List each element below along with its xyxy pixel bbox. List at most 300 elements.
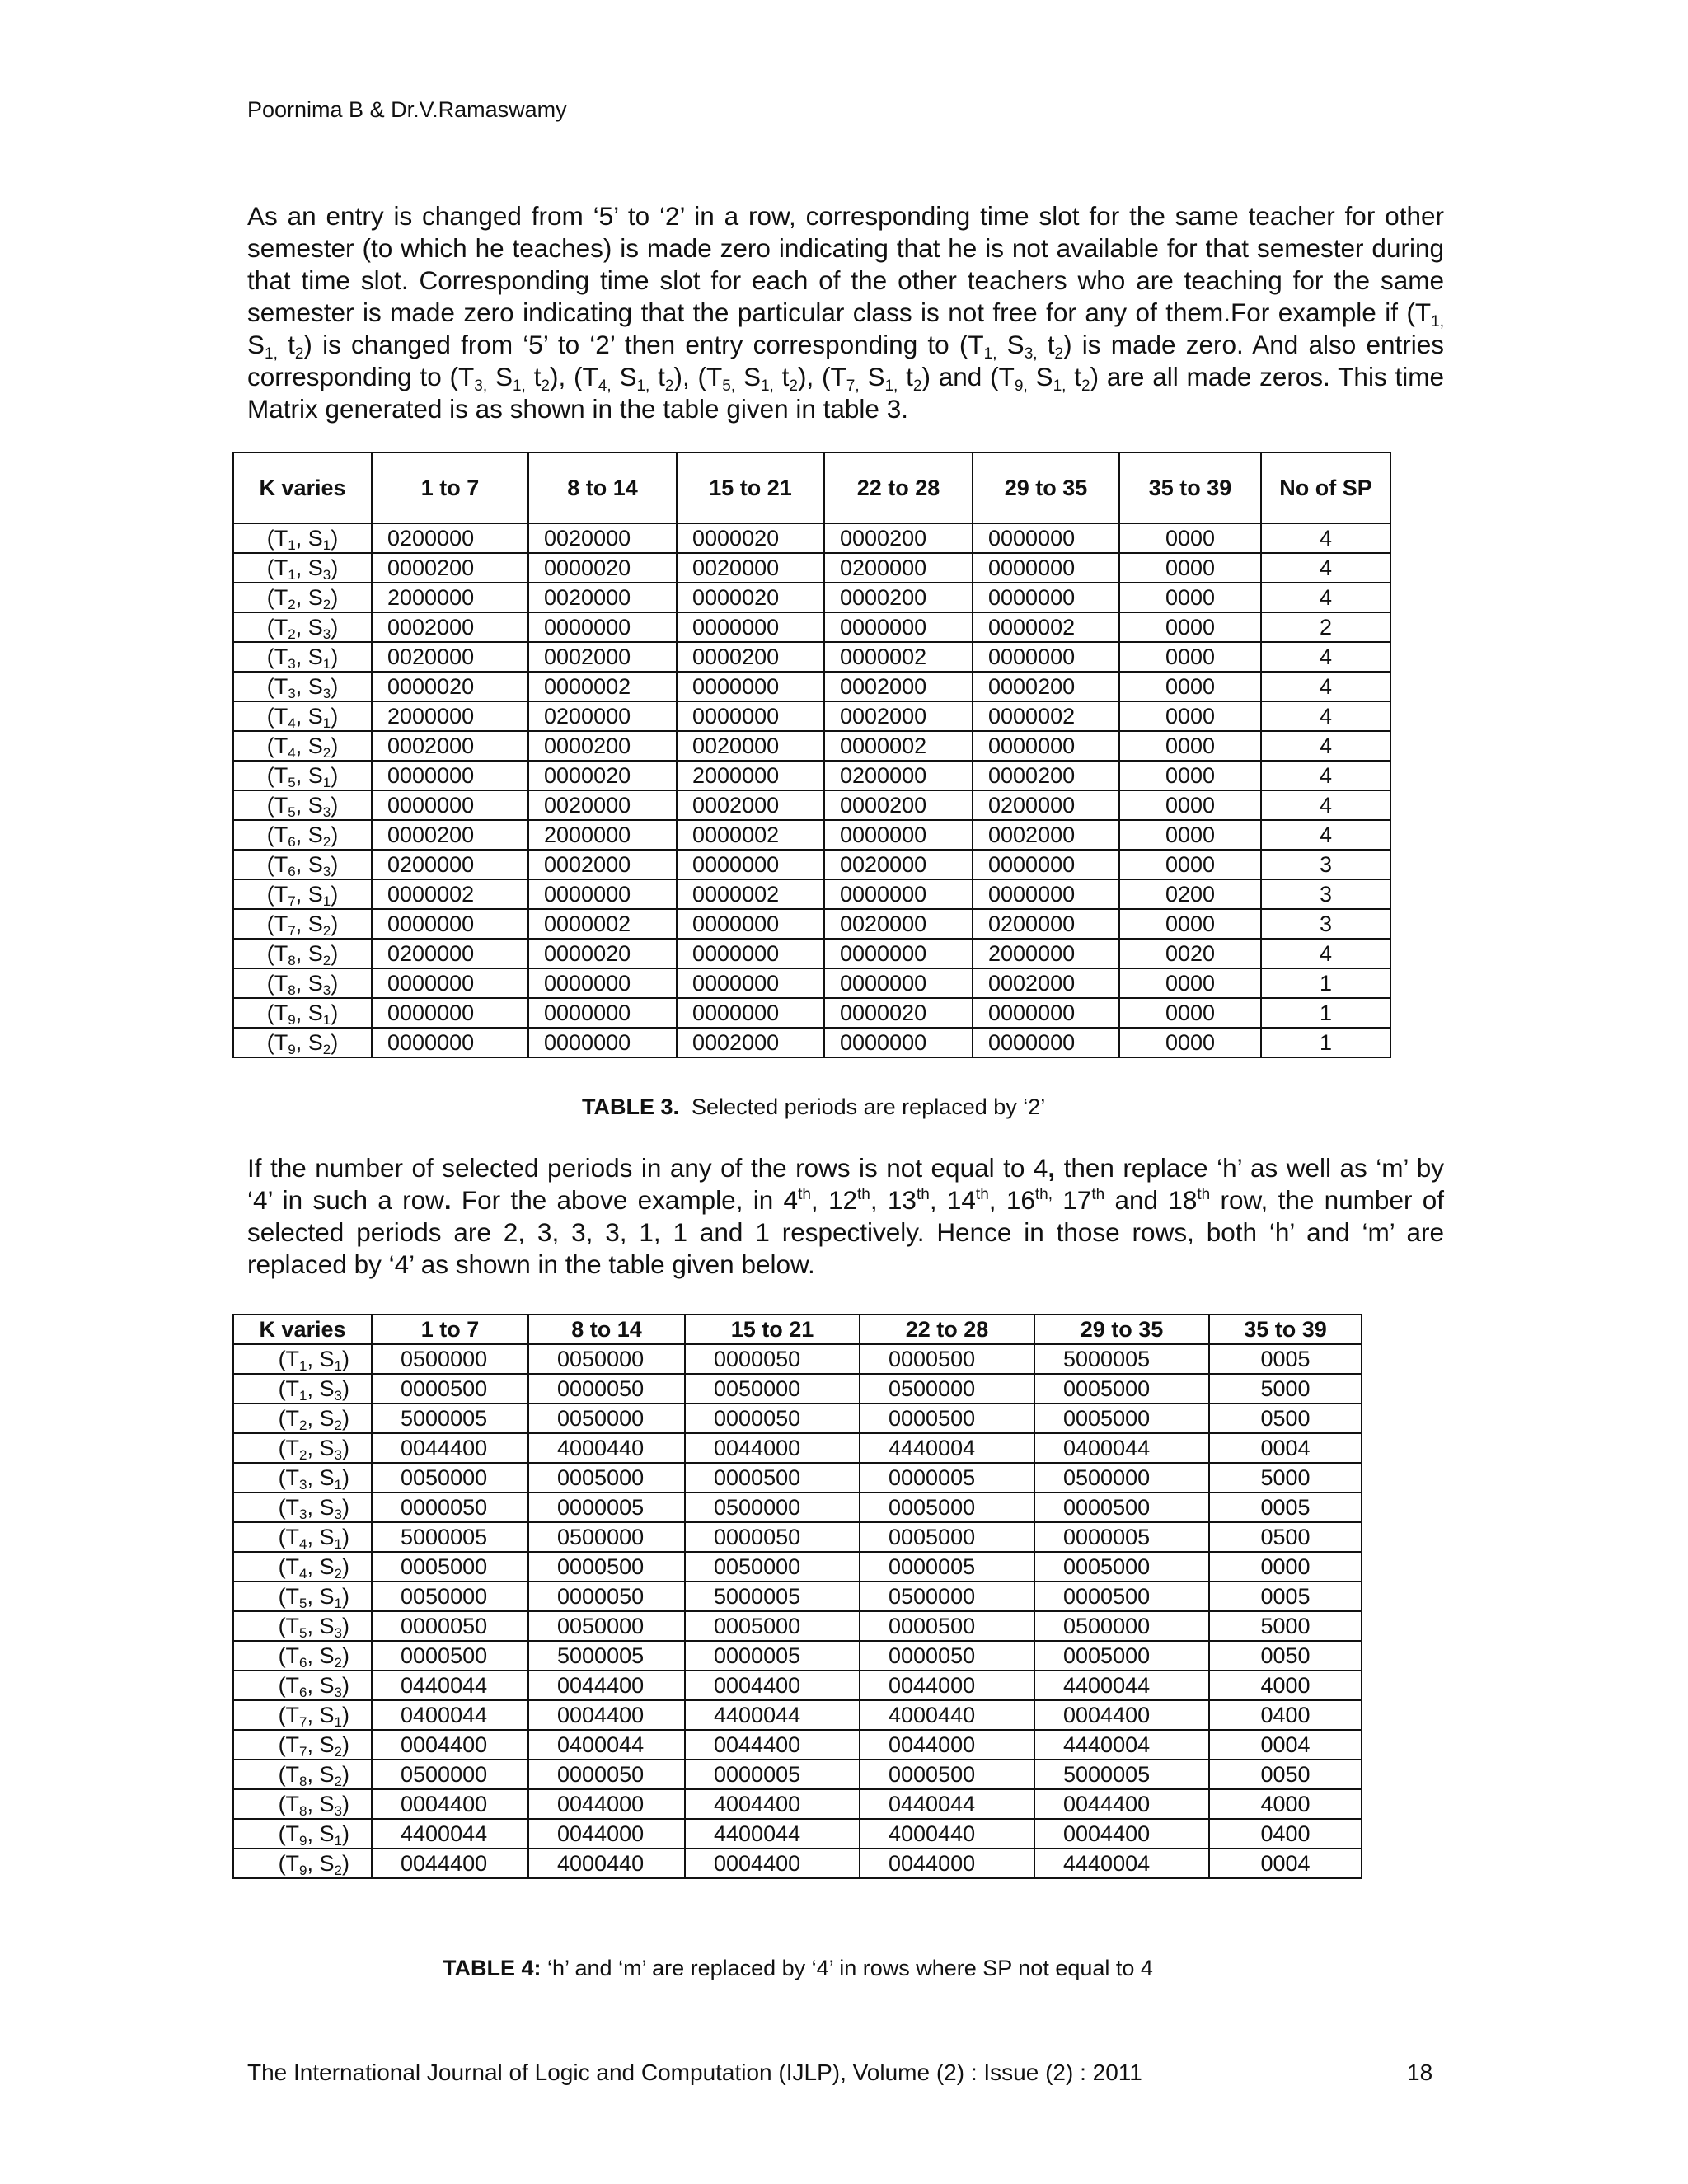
table-cell: 0044400 (372, 1433, 528, 1463)
table-cell: 0004400 (685, 1849, 860, 1878)
row-key: ($T_4$, $S_1$) (233, 1522, 372, 1552)
table-cell: 0000002 (824, 642, 973, 672)
table-row (233, 1522, 1362, 1552)
table-row (233, 1404, 1362, 1433)
table-cell: 4 (1261, 523, 1390, 553)
table-cell: 0000000 (677, 612, 824, 642)
row-key: ($T_3$, $S_1$) (233, 642, 372, 672)
table-cell: 0200000 (824, 553, 973, 583)
table-cell: 4440004 (860, 1433, 1034, 1463)
row-key: ($T_5$, $S_1$) (233, 1582, 372, 1611)
table-cell: 0000000 (528, 879, 677, 909)
table-cell: 0000002 (824, 731, 973, 761)
table-cell: 0000000 (677, 672, 824, 701)
table-cell: 0000500 (860, 1611, 1034, 1641)
table-cell: 0000000 (824, 968, 973, 998)
table-cell: 0004 (1209, 1730, 1362, 1760)
table-cell: 0000000 (372, 1028, 528, 1057)
table-cell: 0000005 (860, 1463, 1034, 1493)
table-cell: 0000 (1119, 820, 1261, 850)
column-header: 15 to 21 (677, 452, 824, 523)
table-cell: 0000002 (973, 612, 1119, 642)
row-key: ($T_2$, $S_3$) (233, 612, 372, 642)
row-key: ($T_4$, $S_2$) (233, 1552, 372, 1582)
table-cell: 0200000 (372, 939, 528, 968)
table-cell: 2000000 (372, 583, 528, 612)
row-key: ($T_7$, $S_2$) (233, 1730, 372, 1760)
table-cell: 4 (1261, 642, 1390, 672)
table-cell: 0000050 (528, 1374, 685, 1404)
table-cell: 0050000 (528, 1611, 685, 1641)
table-cell: 0000020 (824, 998, 973, 1028)
table-cell: 0002000 (372, 731, 528, 761)
column-header: 8 to 14 (528, 452, 677, 523)
table-cell: 0020000 (824, 909, 973, 939)
table-cell: 0000 (1119, 998, 1261, 1028)
table-cell: 0000000 (973, 850, 1119, 879)
table-cell: 0000200 (824, 523, 973, 553)
table-3-body (233, 523, 1390, 1057)
table-cell: 0000 (1119, 909, 1261, 939)
row-key: ($T_4$, $S_2$) (233, 731, 372, 761)
table-cell: 0050 (1209, 1641, 1362, 1671)
table-4-caption (443, 1956, 1153, 1981)
table-cell: 0400 (1209, 1700, 1362, 1730)
table-cell: 0200000 (824, 761, 973, 790)
table-cell: 0000000 (372, 968, 528, 998)
row-key: ($T_7$, $S_1$) (233, 879, 372, 909)
table-cell: 0000050 (528, 1582, 685, 1611)
row-key: ($T_1$, $S_1$) (233, 523, 372, 553)
table-cell: 0000005 (1034, 1522, 1209, 1552)
table-cell: 5000 (1209, 1374, 1362, 1404)
caption-text: Selected periods are replaced by ‘2’ (692, 1094, 1046, 1119)
table-row (233, 761, 1390, 790)
row-key: ($T_4$, $S_1$) (233, 701, 372, 731)
table-cell: 0005000 (528, 1463, 685, 1493)
column-header: 22 to 28 (860, 1315, 1034, 1344)
table-cell: 0044000 (528, 1819, 685, 1849)
row-key: ($T_3$, $S_3$) (233, 672, 372, 701)
table-row (233, 1760, 1362, 1789)
table-row (233, 1582, 1362, 1611)
row-key: ($T_2$, $S_2$) (233, 1404, 372, 1433)
row-key: ($T_7$, $S_1$) (233, 1700, 372, 1730)
table-cell: 0005000 (685, 1611, 860, 1641)
table-cell: 0050000 (528, 1404, 685, 1433)
row-key: ($T_1$, $S_3$) (233, 553, 372, 583)
table-cell: 0440044 (372, 1671, 528, 1700)
table-cell: 0500000 (685, 1493, 860, 1522)
table-cell: 0004400 (1034, 1700, 1209, 1730)
table-cell: 0000002 (528, 672, 677, 701)
table-cell: 0000 (1119, 761, 1261, 790)
table-row (233, 701, 1390, 731)
table-cell: 1 (1261, 968, 1390, 998)
table-row (233, 968, 1390, 998)
table-cell: 4000440 (528, 1849, 685, 1878)
table-cell: 0000050 (372, 1611, 528, 1641)
table-cell: 4 (1261, 583, 1390, 612)
table-cell: 0000002 (677, 879, 824, 909)
paragraph-2: If the number of selected periods in any of the rows is not equal to 4, then replace ‘h’ as well as ‘m’ by ‘4’ in such a row. For the above example, in 4th, 12th, 13th, 14th, $16^{th,}$ 17th and 18th row, the number of selected periods are 2, 3, 3, 3, 1, 1 and 1 respectively. Hence in those rows, both ‘h’ and ‘m’ are replaced by ‘4’ as shown in the table given below. (247, 1153, 1445, 1279)
table-cell: 4400044 (685, 1819, 860, 1849)
table-row (233, 1463, 1362, 1493)
page-number: 18 (1407, 2060, 1433, 2085)
row-key: ($T_8$, $S_2$) (233, 1760, 372, 1789)
table-cell: 0000 (1119, 731, 1261, 761)
table-cell: 4000440 (528, 1433, 685, 1463)
table-cell: 0000050 (685, 1344, 860, 1374)
table-cell: 0002000 (372, 612, 528, 642)
table-cell: 0000000 (677, 939, 824, 968)
table-cell: 0400 (1209, 1819, 1362, 1849)
table-cell: 0044400 (685, 1730, 860, 1760)
table-cell: 0200000 (973, 909, 1119, 939)
table-row (233, 1611, 1362, 1641)
table-cell: 0000020 (677, 583, 824, 612)
table-cell: 0005000 (1034, 1404, 1209, 1433)
table-row (233, 1789, 1362, 1819)
row-key: ($T_3$, $S_3$) (233, 1493, 372, 1522)
table-cell: 0002000 (528, 850, 677, 879)
table-cell: 0044000 (860, 1730, 1034, 1760)
table-cell: 2 (1261, 612, 1390, 642)
table-cell: 5000005 (1034, 1344, 1209, 1374)
table-cell: 0044000 (860, 1849, 1034, 1878)
table-cell: 0044000 (685, 1433, 860, 1463)
table-cell: 0000005 (685, 1760, 860, 1789)
table-cell: 0500000 (372, 1344, 528, 1374)
table-cell: 0000500 (860, 1760, 1034, 1789)
table-cell: 0000000 (372, 790, 528, 820)
table-cell: 0000500 (860, 1344, 1034, 1374)
table-cell: 0000002 (372, 879, 528, 909)
column-header: 35 to 39 (1209, 1315, 1362, 1344)
caption-label: TABLE 4: (443, 1956, 542, 1980)
table-cell: 0000 (1209, 1552, 1362, 1582)
table-row (233, 583, 1390, 612)
table-cell: 2000000 (528, 820, 677, 850)
table-cell: 4440004 (1034, 1849, 1209, 1878)
table-cell: 4000 (1209, 1789, 1362, 1819)
column-header: 1 to 7 (372, 452, 528, 523)
table-3-caption (582, 1094, 1045, 1120)
table-row (233, 1028, 1390, 1057)
table-cell: 0004400 (528, 1700, 685, 1730)
table-cell: 4004400 (685, 1789, 860, 1819)
table-cell: 1 (1261, 1028, 1390, 1057)
table-row (233, 879, 1390, 909)
table-cell: 0000 (1119, 553, 1261, 583)
table-cell: 0200000 (973, 790, 1119, 820)
table-cell: 0005 (1209, 1344, 1362, 1374)
table-cell: 0200000 (372, 523, 528, 553)
row-key: ($T_8$, $S_3$) (233, 1789, 372, 1819)
column-header: 15 to 21 (685, 1315, 860, 1344)
table-cell: 0400044 (1034, 1433, 1209, 1463)
table-cell: 0000000 (973, 1028, 1119, 1057)
table-cell: 0000000 (528, 1028, 677, 1057)
table-cell: 0000200 (528, 731, 677, 761)
column-header: No of SP (1261, 452, 1390, 523)
table-cell: 0000000 (973, 998, 1119, 1028)
table-cell: 0000200 (372, 820, 528, 850)
table-cell: 0000000 (824, 612, 973, 642)
table-cell: 0002000 (824, 672, 973, 701)
table-cell: 0500000 (860, 1374, 1034, 1404)
table-cell: 0050000 (685, 1552, 860, 1582)
table-cell: 0000020 (677, 523, 824, 553)
table-cell: 3 (1261, 909, 1390, 939)
table-cell: 4 (1261, 939, 1390, 968)
table-cell: 0000000 (372, 909, 528, 939)
table-cell: 0000002 (528, 909, 677, 939)
table-cell: 3 (1261, 879, 1390, 909)
table-row (233, 1700, 1362, 1730)
table-row (233, 553, 1390, 583)
caption-label: TABLE 3. (582, 1094, 680, 1119)
table-cell: 0000000 (973, 553, 1119, 583)
table-cell: 0400044 (528, 1730, 685, 1760)
table-cell: 2000000 (973, 939, 1119, 968)
table-cell: 0000000 (973, 523, 1119, 553)
table-cell: 0000500 (372, 1374, 528, 1404)
table-cell: 0000000 (528, 968, 677, 998)
table-cell: 0004 (1209, 1433, 1362, 1463)
table-cell: 0440044 (860, 1789, 1034, 1819)
table-cell: 0044000 (860, 1671, 1034, 1700)
table-cell: 0000500 (1034, 1493, 1209, 1522)
table-cell: 0000 (1119, 1028, 1261, 1057)
row-key: ($T_1$, $S_1$) (233, 1344, 372, 1374)
table-cell: 0000050 (685, 1522, 860, 1552)
table-cell: 0000002 (677, 820, 824, 850)
table-4-body (233, 1344, 1362, 1878)
table-cell: 0000 (1119, 672, 1261, 701)
table-cell: 2000000 (372, 701, 528, 731)
table-cell: 0000 (1119, 523, 1261, 553)
table-cell: 0002000 (677, 790, 824, 820)
table-cell: 0000005 (528, 1493, 685, 1522)
table-cell: 0000 (1119, 701, 1261, 731)
table-row (233, 1433, 1362, 1463)
table-cell: 3 (1261, 850, 1390, 879)
table-cell: 0002000 (824, 701, 973, 731)
table-cell: 0000500 (372, 1641, 528, 1671)
table-cell: 0000020 (372, 672, 528, 701)
table-cell: 0005000 (1034, 1374, 1209, 1404)
table-cell: 0000005 (685, 1641, 860, 1671)
table-cell: 0005 (1209, 1493, 1362, 1522)
caption-text: ‘h’ and ‘m’ are replaced by ‘4’ in rows where SP not equal to 4 (547, 1956, 1153, 1980)
table-cell: 0500000 (528, 1522, 685, 1552)
table-cell: 0000050 (372, 1493, 528, 1522)
table-cell: 0044400 (372, 1849, 528, 1878)
table-cell: 0000000 (677, 850, 824, 879)
table-cell: 0005000 (372, 1552, 528, 1582)
table-cell: 0000500 (1034, 1582, 1209, 1611)
table-cell: 0044400 (528, 1671, 685, 1700)
paragraph-1: As an entry is changed from ‘5’ to ‘2’ in a row, corresponding time slot for the same teacher for other semester (to which he teaches) is made zero indicating that he is not available for that semester during that time slot. Corresponding time slot for each of the other teachers who are teaching for the same semester is made zero indicating that the particular class is not free for any of them.For example if ($T_{1,}$ $S_{1,}$ $t_2$) is changed from ‘5’ to ‘2’ then entry corresponding to ($T_{1,}$ $S_{3,}$ $t_2$) is made zero. And also entries corresponding to ($T_{3,}$ $S_{1,}$ $t_2$), ($T_{4,}$ $S_{1,}$ $t_2$), ($T_{5,}$ $S_{1,}$ $t_2$), ($T_{7,}$ $S_{1,}$ $t_2$) and ($T_{9,}$ $S_{1,}$ $t_2$) are all made zeros. This time Matrix generated is as shown in the table given in table 3. (247, 201, 1445, 424)
table-cell: 0500000 (1034, 1463, 1209, 1493)
table-row (233, 731, 1390, 761)
table-cell: 4400044 (685, 1700, 860, 1730)
table-cell: 0002000 (973, 820, 1119, 850)
table-cell: 0000000 (824, 1028, 973, 1057)
table-cell: 4440004 (1034, 1730, 1209, 1760)
table-cell: 0000000 (824, 820, 973, 850)
table-cell: 0000020 (528, 761, 677, 790)
row-key: ($T_9$, $S_1$) (233, 998, 372, 1028)
table-cell: 0002000 (528, 642, 677, 672)
table-cell: 0500 (1209, 1522, 1362, 1552)
table-row (233, 1641, 1362, 1671)
table-cell: 4400044 (372, 1819, 528, 1849)
row-key: ($T_1$, $S_3$) (233, 1374, 372, 1404)
table-cell: 0020000 (677, 553, 824, 583)
table-row (233, 939, 1390, 968)
table-cell: 4 (1261, 731, 1390, 761)
table-cell: 0000000 (677, 909, 824, 939)
table-row (233, 612, 1390, 642)
table-cell: 0000000 (677, 968, 824, 998)
table-cell: 4000 (1209, 1671, 1362, 1700)
table-cell: 0000050 (860, 1641, 1034, 1671)
table-cell: 0044000 (528, 1789, 685, 1819)
row-key: ($T_9$, $S_1$) (233, 1819, 372, 1849)
table-cell: 0500 (1209, 1404, 1362, 1433)
table-cell: 0000000 (677, 701, 824, 731)
table-cell: 5000005 (685, 1582, 860, 1611)
table-cell: 0005000 (1034, 1552, 1209, 1582)
table-cell: 0000050 (685, 1404, 860, 1433)
table-cell: 0044400 (1034, 1789, 1209, 1819)
table-cell: 0000000 (372, 761, 528, 790)
table-cell: 0005000 (860, 1522, 1034, 1552)
table-cell: 0004400 (1034, 1819, 1209, 1849)
table-cell: 0004400 (372, 1730, 528, 1760)
column-header: 1 to 7 (372, 1315, 528, 1344)
column-header: 22 to 28 (824, 452, 973, 523)
table-cell: 0020000 (824, 850, 973, 879)
table-cell: 0050 (1209, 1760, 1362, 1789)
running-header: Poornima B & Dr.V.Ramaswamy (247, 97, 567, 122)
table-cell: 0000050 (528, 1760, 685, 1789)
table-cell: 0005 (1209, 1582, 1362, 1611)
table-cell: 0000 (1119, 968, 1261, 998)
row-key: ($T_2$, $S_3$) (233, 1433, 372, 1463)
table-row (233, 1849, 1362, 1878)
row-key: ($T_7$, $S_2$) (233, 909, 372, 939)
table-cell: 0020000 (528, 523, 677, 553)
row-key: ($T_5$, $S_3$) (233, 790, 372, 820)
table-cell: 0400044 (372, 1700, 528, 1730)
table-row (233, 672, 1390, 701)
table-cell: 0004400 (685, 1671, 860, 1700)
row-key: ($T_9$, $S_2$) (233, 1028, 372, 1057)
row-key: ($T_5$, $S_1$) (233, 761, 372, 790)
table-cell: 0000000 (973, 642, 1119, 672)
table-cell: 0000000 (973, 731, 1119, 761)
table-3 (232, 452, 1391, 1058)
table-cell: 4000440 (860, 1700, 1034, 1730)
table-cell: 0000500 (860, 1404, 1034, 1433)
table-cell: 1 (1261, 998, 1390, 1028)
table-cell: 0000500 (685, 1463, 860, 1493)
table-row (233, 850, 1390, 879)
table-row (233, 998, 1390, 1028)
table-cell: 0000000 (824, 879, 973, 909)
table-cell: 0000200 (973, 672, 1119, 701)
table-cell: 0020000 (528, 583, 677, 612)
table-cell: 0020 (1119, 939, 1261, 968)
row-key: ($T_8$, $S_3$) (233, 968, 372, 998)
table-cell: 5000 (1209, 1463, 1362, 1493)
row-key: ($T_3$, $S_1$) (233, 1463, 372, 1493)
table-cell: 0000000 (677, 998, 824, 1028)
table-cell: 0020000 (528, 790, 677, 820)
table-4-header-row (233, 1315, 1362, 1344)
table-cell: 0000000 (528, 998, 677, 1028)
table-cell: 0004 (1209, 1849, 1362, 1878)
table-row (233, 1671, 1362, 1700)
table-row (233, 1552, 1362, 1582)
table-cell: 0500000 (372, 1760, 528, 1789)
table-cell: 0050000 (528, 1344, 685, 1374)
table-cell: 0000 (1119, 612, 1261, 642)
table-row (233, 1730, 1362, 1760)
table-3-header-row (233, 452, 1390, 523)
table-cell: 0000 (1119, 850, 1261, 879)
row-key: ($T_2$, $S_2$) (233, 583, 372, 612)
table-cell: 5000005 (372, 1522, 528, 1552)
row-key: ($T_8$, $S_2$) (233, 939, 372, 968)
table-row (233, 642, 1390, 672)
table-row (233, 1493, 1362, 1522)
row-key: ($T_6$, $S_3$) (233, 1671, 372, 1700)
table-cell: 0000000 (528, 612, 677, 642)
table-cell: 5000005 (528, 1641, 685, 1671)
table-row (233, 523, 1390, 553)
table-row (233, 909, 1390, 939)
table-cell: 0000020 (528, 553, 677, 583)
table-cell: 0000 (1119, 790, 1261, 820)
row-key: ($T_5$, $S_3$) (233, 1611, 372, 1641)
table-cell: 0000002 (973, 701, 1119, 731)
table-cell: 0000200 (824, 583, 973, 612)
table-cell: 4400044 (1034, 1671, 1209, 1700)
table-row (233, 1374, 1362, 1404)
table-cell: 5000005 (1034, 1760, 1209, 1789)
column-header: 29 to 35 (1034, 1315, 1209, 1344)
table-cell: 4 (1261, 790, 1390, 820)
table-cell: 4000440 (860, 1819, 1034, 1849)
table-cell: 0000005 (860, 1552, 1034, 1582)
table-row (233, 820, 1390, 850)
table-cell: 0050000 (372, 1582, 528, 1611)
table-cell: 4 (1261, 672, 1390, 701)
table-cell: 0000000 (824, 939, 973, 968)
table-row (233, 1344, 1362, 1374)
table-cell: 0000200 (973, 761, 1119, 790)
column-header: 8 to 14 (528, 1315, 685, 1344)
column-header: 35 to 39 (1119, 452, 1261, 523)
table-row (233, 1819, 1362, 1849)
table-cell: 4 (1261, 701, 1390, 731)
table-cell: 0020000 (677, 731, 824, 761)
column-header: 29 to 35 (973, 452, 1119, 523)
